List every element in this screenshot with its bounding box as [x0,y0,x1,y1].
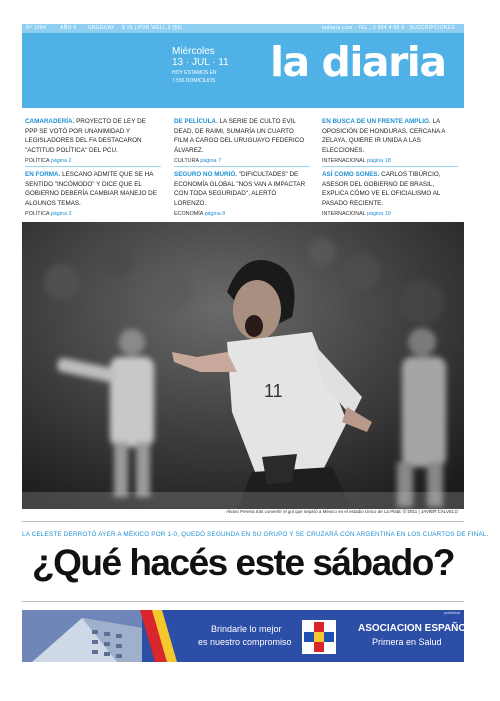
teaser-text: LA SERIE DE CULTO EVIL DEAD, DE RAIMI, SUMARÍA UN CUARTO FILM A CARGO DEL URUGUAYO FEDERICO ÁLVAREZ. [174,118,305,154]
ad-brand-tagline: Primera en Salud [372,637,442,647]
teaser-divider [322,166,458,167]
teaser-item[interactable] [174,170,308,217]
teaser-keyword: EN BUSCA DE UN FRENTE AMPLIO. [322,118,431,125]
teaser-text: CARLOS TIBÚRCIO, ASESOR DEL GOBIERNO DE BRASIL, EXPLICA CÓMO VE EL OFICIALISMO AL PASADO RECIENTE. [322,171,441,207]
edition-year: AÑO 6 [60,25,77,31]
teaser-keyword: SEGURO NO MURIÓ. [174,171,237,178]
teaser-keyword: DE PELÍCULA. [174,118,218,125]
teaser-item[interactable] [25,170,159,217]
teaser-page: página 19 [367,211,391,217]
teaser-item[interactable] [322,117,456,164]
teaser-keyword: CAMARADERÍA. [25,118,75,125]
teaser-page: página 7 [200,158,221,164]
teaser-text: PROYECTO DE LEY DE PPP SE VOTÓ POR UNANIMIDAD Y LEGISLADORES DEL FA DESTACARON "ACTITUD POLÍTICA" DEL PCU. [25,118,146,154]
issue-date: 13 · JUL · 11 [172,57,229,68]
teaser-page: página 3 [50,211,72,217]
newspaper-logo: la diaria [270,38,446,86]
ad-slogan-line1: Brindarle lo mejor [211,624,282,634]
front-page-photo [22,222,464,509]
teaser-keyword: ASÍ COMO SONES. [322,171,380,178]
ad-slogan-line2: es nuestro compromiso [198,637,292,647]
teaser-item[interactable] [322,170,456,217]
photo-caption [22,509,464,517]
edition-price: $ 25 | POR WELL 2 ($8) [122,25,183,31]
headline-kicker: LA CELESTE DERROTÓ AYER A MÉXICO POR 1-0, QUEDÓ SEGUNDA EN SU GRUPO Y SE CRUZARÁ CON ARGENTINA EN LOS CUARTOS DE FINAL. [22,531,489,538]
issue-day: Miércoles [172,46,215,57]
headline-rule-bottom [22,601,464,602]
teaser-page: página 2 [50,158,72,164]
teaser-item[interactable] [174,117,308,164]
headline-rule-top [22,521,464,522]
teaser-section: INTERNACIONAL [322,158,366,164]
site-contact: ladiaria.com · TEL.: 2 904 4 88 8 · SUSCRIPCIONES [322,25,455,31]
advertisement-banner[interactable] [22,610,480,662]
teaser-divider [25,166,161,167]
masthead-info-strip [22,24,464,33]
ad-brand-name: ASOCIACION ESPAÑOLA [358,623,480,634]
edition-number: Nº 1384 [26,25,47,31]
teaser-text: LA OPOSICIÓN DE HONDURAS, CERCANA A ZELAYA, QUIERE IR UNIDA A LAS ELECCIONES. [322,118,446,154]
photo-credit: © 2011 | JAVIER CALVELO [402,509,458,514]
ad-tag: publicidad [444,611,460,615]
teaser-section: POLÍTICA [25,158,50,164]
teaser-section: CULTURA [174,158,199,164]
teaser-section: POLÍTICA [25,211,50,217]
cross-logo-icon [302,620,336,654]
readers-line: HOY ESTAMOS EN [172,70,217,76]
teaser-section: ECONOMÍA [174,211,204,217]
teaser-page: página 8 [204,211,226,217]
edition-country: URUGUAY [88,25,115,31]
celebrating-player-image [22,222,464,509]
teaser-divider [174,166,310,167]
ad-graphic [22,610,464,662]
svg-text:11: 11 [264,381,283,401]
readers-count: 7.556 DOMICILIOS [172,78,216,84]
teaser-text: "DIFICULTADES" DE ECONOMÍA GLOBAL "NOS VAN A IMPACTAR CON TODA SEGURIDAD", ALERTÓ LORENZO. [174,171,306,207]
teaser-page: página 18 [367,158,391,164]
masthead [22,24,464,108]
teaser-item[interactable] [25,117,159,164]
caption-text: Álvaro Pereira tras convertir el gol que separó a México en el estadio Único de La Plata. [226,509,402,514]
date-block [172,46,229,84]
teaser-keyword: EN FORMA. [25,171,61,178]
main-headline[interactable]: ¿Qué hacés este sábado? [31,542,454,583]
teaser-section: INTERNACIONAL [322,211,366,217]
teaser-text: LESCANO ADMITE QUE SE HA SENTIDO "INCÓMODO" Y DICE QUE EL GOBIERNO DEBERÍA CAMBIAR MANEJO DE ALGUNOS TEMAS. [25,171,157,207]
